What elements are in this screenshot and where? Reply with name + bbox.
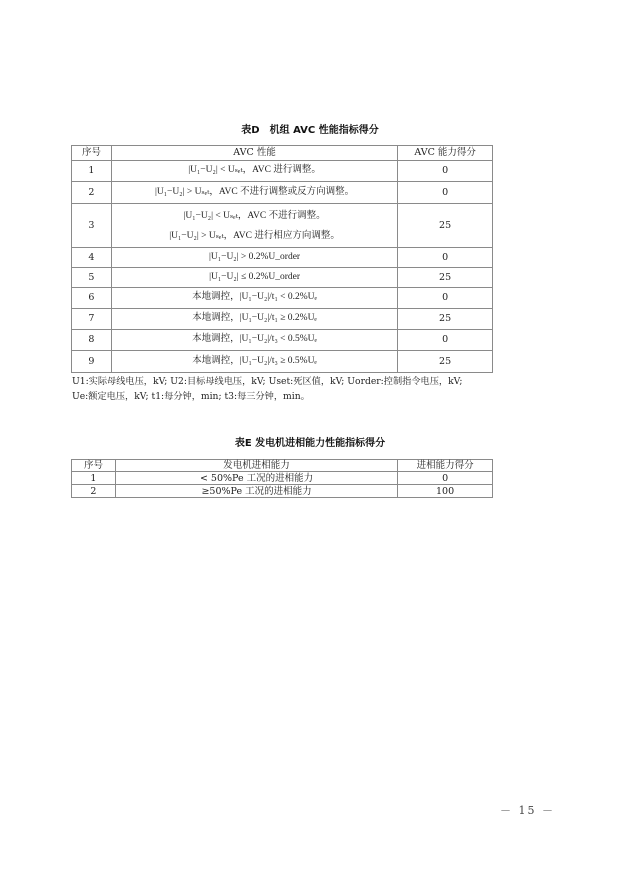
row-no: 7: [72, 309, 112, 330]
row-score: 0: [398, 161, 493, 182]
table-row: [72, 204, 493, 248]
row-score: 100: [398, 485, 493, 498]
row-condition-line: |U₁−U₂| < Uₛₑₜ，AVC 不进行调整。: [183, 210, 326, 221]
row-condition: |U₁−U₂| ≤ 0.2%U_order: [111, 268, 397, 288]
row-condition: [111, 204, 397, 248]
note-line: Ue:额定电压，kV; t1:每分钟，min; t3:每三分钟，min。: [72, 391, 310, 402]
row-score: 0: [398, 248, 493, 268]
row-no: 6: [72, 288, 112, 309]
table-row: [72, 161, 493, 182]
table-row: [72, 309, 493, 330]
row-condition: |U₁−U₂| > 0.2%U_order: [111, 248, 397, 268]
row-score: 0: [398, 330, 493, 351]
row-desc: < 50%Pe 工况的进相能力: [115, 472, 397, 485]
row-no: 2: [72, 485, 116, 498]
table-row: [72, 182, 493, 204]
row-score: 25: [398, 204, 493, 248]
row-score: 25: [398, 268, 493, 288]
row-no: 4: [72, 248, 112, 268]
header-leading-phase-score: 进相能力得分: [398, 460, 493, 472]
table-e-caption: 表E 发电机进相能力性能指标得分: [234, 438, 386, 449]
table-row: [72, 268, 493, 288]
row-no: 1: [72, 161, 112, 182]
row-score: 25: [398, 351, 493, 373]
table-d-notes: [72, 374, 552, 404]
page-number: － 15 －: [500, 804, 555, 817]
row-condition: 本地调控，|U₁−U₂|/t₁ < 0.2%Uₑ: [111, 288, 397, 309]
row-no: 5: [72, 268, 112, 288]
table-row: [72, 330, 493, 351]
table-row: [72, 472, 493, 485]
row-no: 2: [72, 182, 112, 204]
table-d: [71, 145, 493, 373]
row-condition: 本地调控，|U₁−U₂|/t₃ < 0.5%Uₑ: [111, 330, 397, 351]
row-no: 8: [72, 330, 112, 351]
table-d-caption: 表D 机组 AVC 性能指标得分: [241, 125, 379, 136]
table-e: [71, 459, 493, 498]
row-condition: |U₁−U₂| > Uₛₑₜ，AVC 不进行调整或反方向调整。: [111, 182, 397, 204]
row-score: 25: [398, 309, 493, 330]
row-score: 0: [398, 288, 493, 309]
row-score: 0: [398, 182, 493, 204]
header-avc-score: AVC 能力得分: [398, 146, 493, 161]
header-no: 序号: [72, 146, 112, 161]
header-leading-phase-capability: 发电机进相能力: [115, 460, 397, 472]
row-desc: ≥50%Pe 工况的进相能力: [115, 485, 397, 498]
table-row: [72, 288, 493, 309]
row-no: 9: [72, 351, 112, 373]
header-avc-performance: AVC 性能: [111, 146, 397, 161]
row-no: 3: [72, 204, 112, 248]
row-condition: 本地调控，|U₁−U₂|/t₃ ≥ 0.5%Uₑ: [111, 351, 397, 373]
row-condition: |U₁−U₂| < Uₛₑₜ，AVC 进行调整。: [111, 161, 397, 182]
table-e-header-row: [72, 460, 493, 472]
table-d-header-row: [72, 146, 493, 161]
row-score: 0: [398, 472, 493, 485]
table-row: [72, 351, 493, 373]
note-line: U1:实际母线电压，kV; U2:目标母线电压，kV; Uset:死区值，kV; Uorder:控制指令电压，kV;: [72, 376, 463, 387]
table-row: [72, 248, 493, 268]
row-condition-line: |U₁−U₂| > Uₛₑₜ，AVC 进行相应方向调整。: [169, 230, 340, 241]
row-condition: 本地调控，|U₁−U₂|/t₁ ≥ 0.2%Uₑ: [111, 309, 397, 330]
header-no: 序号: [72, 460, 116, 472]
row-no: 1: [72, 472, 116, 485]
table-row: [72, 485, 493, 498]
